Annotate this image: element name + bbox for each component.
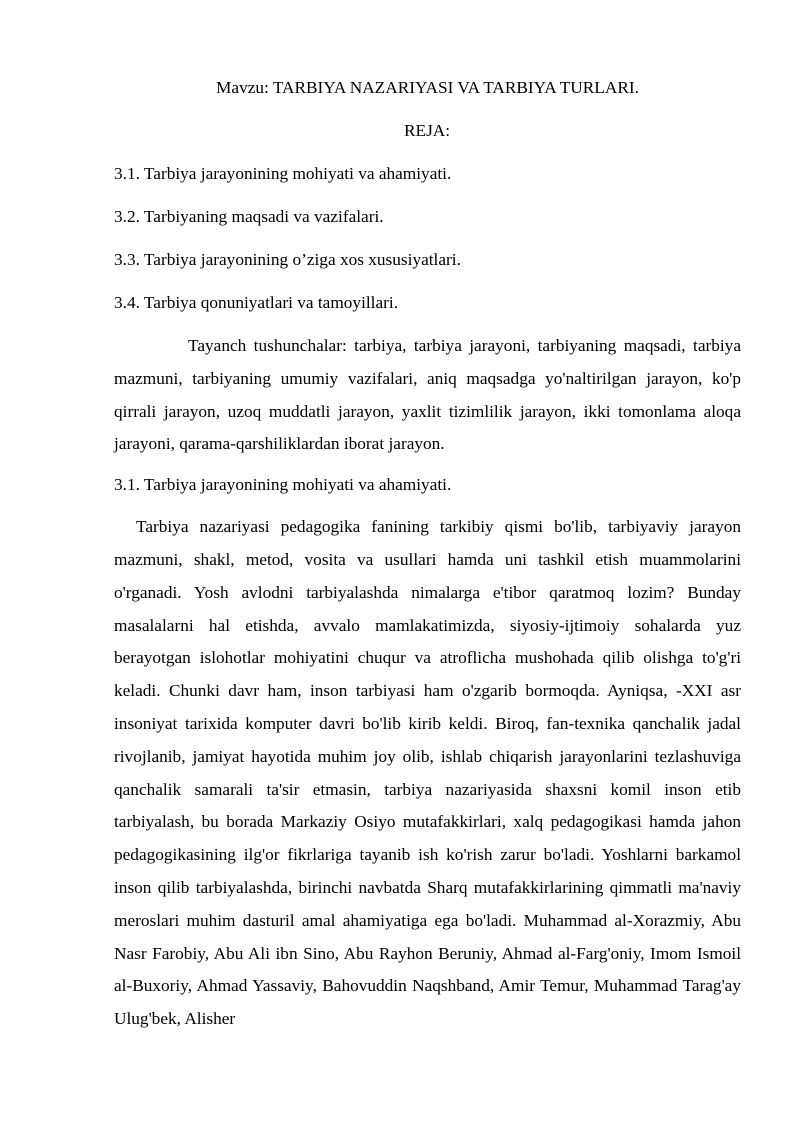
keywords-paragraph: Tayanch tushunchalar: tarbiya, tarbiya jarayoni, tarbiyaning maqsadi, tarbiya mazmuni, tarbiyaning umumiy vazifalari, aniq maqsadga yo'naltirilgan jarayon, ko'p qirrali jarayon, uzoq muddatli jarayon, yaxlit tizimlilik jarayon, ikki tomonlama aloqa jarayoni, qarama-qarshiliklardan iborat jarayon. xyxy=(114,336,741,454)
body-paragraph: Tarbiya nazariyasi pedagogika fanining tarkibiy qismi bo'lib, tarbiyaviy jarayon mazmuni, shakl, metod, vosita va usullari hamda uni tashkil etish muammolarini o'rganadi. Yosh avlodni tarbiyalashda nimalarga e'tibor qaratmoq lozim? Bunday masalalarni hal etishda, avvalo mamlakatimizda, siyosiy-ijtimoiy sohalarda yuz berayotgan islohotlar mohiyatini chuqur va atroflicha mushohada qilib olishga to'g'ri keladi. Chunki davr ham, inson tarbiyasi ham o'zgarib bormoqda. Ayniqsa, -XXI asr insoniyat tarixida komputer davri bo'lib kirib keldi. Biroq, fan-texnika qanchalik jadal rivojlanib, jamiyat hayotida muhim joy olib, ishlab chiqarish jarayonlarini tezlashuviga qanchalik samarali ta'sir etmasin, tarbiya nazariyasida shaxsni komil inson etib tarbiyalash, bu borada Markaziy Osiyo mutafakkirlari, xalq pedagogikasi hamda jahon pedagogikasining ilg'or fikrlariga tayanib ish ko'rish zarur bo'ladi. Yoshlarni barkamol inson qilib tarbiyalashda, birinchi navbatda Sharq mutafakkirlarining qimmatli ma'naviy meroslari muhim dasturil amal ahamiyatiga ega bo'ladi. Muhammad al-Xorazmiy, Abu Nasr Farobiy, Abu Ali ibn Sino, Abu Rayhon Beruniy, Ahmad al-Farg'oniy, Imom Ismoil al-Buxoriy, Ahmad Yassaviy, Bahovuddin Naqshband, Amir Temur, Muhammad Tarag'ay Ulug'bek, Alisher xyxy=(114,517,741,1029)
plan-item-1: 3.1. Tarbiya jarayonining mohiyati va ahamiyati. xyxy=(114,164,452,183)
plan-item-3: 3.3. Tarbiya jarayonining o’ziga xos xususiyatlari. xyxy=(114,250,461,269)
page-content xyxy=(114,72,741,1036)
section-heading: 3.1. Tarbiya jarayonining mohiyati va ahamiyati. xyxy=(114,475,452,495)
plan-item-2: 3.2. Tarbiyaning maqsadi va vazifalari. xyxy=(114,207,384,226)
plan-heading: REJA: xyxy=(404,121,451,140)
document-title: Mavzu: TARBIYA NAZARIYASI VA TARBIYA TURLARI. xyxy=(216,78,639,97)
plan-item-4: 3.4. Tarbiya qonuniyatlari va tamoyillari. xyxy=(114,293,399,312)
